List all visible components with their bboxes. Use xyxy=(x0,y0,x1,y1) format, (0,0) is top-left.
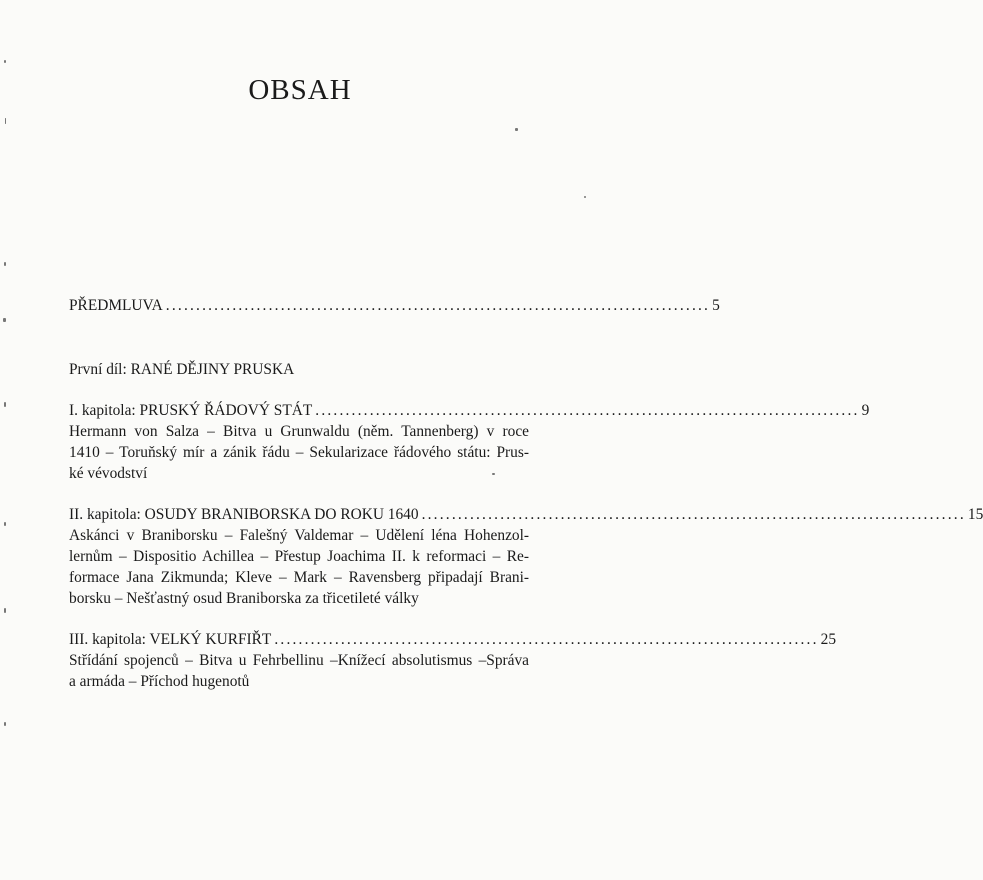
dot-leader: .......................................................................................... xyxy=(274,631,819,648)
speck xyxy=(4,722,6,726)
dot-leader: .......................................................................................... xyxy=(315,402,860,419)
toc-page-number: 5 xyxy=(712,297,720,314)
description-line: a armáda – Příchod hugenotů xyxy=(69,673,250,690)
description-line: borsku – Nešťastný osud Braniborska za třicetileté války xyxy=(69,590,419,607)
speck xyxy=(4,402,6,407)
toc-chapter-heading xyxy=(69,629,837,650)
toc-chapter-heading xyxy=(69,400,870,421)
speck xyxy=(4,522,6,526)
description-line: Střídání spojenců – Bitva u Fehrbellinu –Knížecí absolutismus –Správa xyxy=(69,652,529,669)
table-of-contents xyxy=(69,295,983,692)
toc-chapter-3 xyxy=(69,629,837,692)
description-line: Askánci v Braniborsku – Falešný Valdemar – Udělení léna Hohenzol- xyxy=(69,527,529,544)
speck xyxy=(4,608,6,613)
speck xyxy=(3,318,6,322)
dot-leader: .......................................................................................... xyxy=(421,506,966,523)
toc-page-number: 25 xyxy=(820,631,837,648)
speck xyxy=(4,262,6,266)
speck xyxy=(584,196,586,198)
speck xyxy=(4,60,6,63)
description-line: Hermann von Salza – Bitva u Grunwaldu (něm. Tannenberg) v roce xyxy=(69,423,529,440)
toc-page-number: 15 xyxy=(967,506,983,523)
dot-leader: .......................................................................................... xyxy=(165,297,711,314)
description-line: 1410 – Toruňský mír a zánik řádu – Sekularizace řádového státu: Prus- xyxy=(69,444,529,461)
speck xyxy=(492,473,495,475)
chapter-description xyxy=(69,650,529,692)
toc-entry-label: II. kapitola: OSUDY BRANIBORSKA DO ROKU 1640 xyxy=(69,506,419,523)
description-line: lernům – Dispositio Achillea – Přestup Joachima II. k reformaci – Re- xyxy=(69,548,529,565)
toc-page-number: 9 xyxy=(861,402,870,419)
speck xyxy=(5,118,6,124)
part-heading: První díl: RANÉ DĚJINY PRUSKA xyxy=(69,361,295,378)
toc-chapter-1 xyxy=(69,400,870,484)
page-title: OBSAH xyxy=(248,74,352,106)
chapter-description xyxy=(69,525,529,609)
toc-chapter-heading xyxy=(69,504,983,525)
description-line: formace Jana Zikmunda; Kleve – Mark – Ravensberg připadají Brani- xyxy=(69,569,529,586)
speck xyxy=(515,128,518,131)
description-line: ké vévodství xyxy=(69,465,148,482)
toc-entry-preface xyxy=(69,295,720,316)
toc-entry-label: I. kapitola: PRUSKÝ ŘÁDOVÝ STÁT xyxy=(69,402,313,419)
chapter-description xyxy=(69,421,529,484)
toc-entry-label: PŘEDMLUVA xyxy=(69,297,163,314)
toc-chapter-2 xyxy=(69,504,983,609)
toc-entry-label: III. kapitola: VELKÝ KURFIŘT xyxy=(69,631,272,648)
